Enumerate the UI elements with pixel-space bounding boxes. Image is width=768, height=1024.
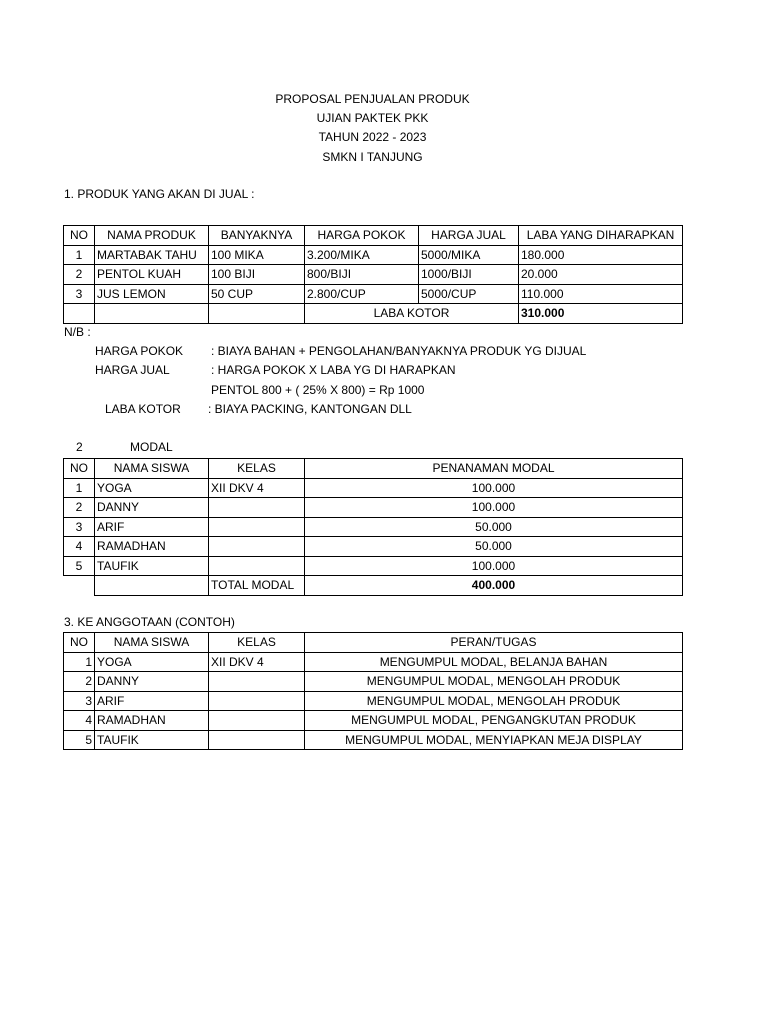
cell-kelas bbox=[209, 556, 305, 576]
col-header-nama-produk: NAMA PRODUK bbox=[95, 226, 209, 246]
col-header-no: NO bbox=[64, 633, 95, 653]
harga-jual-label: HARGA JUAL bbox=[95, 363, 170, 377]
cell-no: 1 bbox=[64, 478, 95, 498]
harga-jual-text: : HARGA POKOK X LABA YG DI HARAPKAN bbox=[211, 363, 456, 377]
cell-modal: 100.000 bbox=[305, 556, 683, 576]
cell-nama-siswa: ARIF bbox=[95, 691, 209, 711]
cell-nama-siswa: DANNY bbox=[95, 498, 209, 518]
table-header-row bbox=[64, 459, 683, 479]
cell-peran-tugas: MENGUMPUL MODAL, MENGOLAH PRODUK bbox=[305, 672, 683, 692]
cell-laba: 110.000 bbox=[519, 284, 683, 304]
harga-pokok-label: HARGA POKOK bbox=[95, 344, 184, 358]
cell-harga-jual: 5000/CUP bbox=[419, 284, 519, 304]
total-row bbox=[64, 576, 683, 596]
cell-no: 5 bbox=[64, 730, 95, 750]
table-row bbox=[64, 517, 683, 537]
cell-no: 4 bbox=[64, 537, 95, 557]
table-row bbox=[64, 556, 683, 576]
col-header-banyaknya: BANYAKNYA bbox=[209, 226, 305, 246]
cell-kelas bbox=[209, 691, 305, 711]
cell-no: 1 bbox=[64, 652, 95, 672]
cell-nama-siswa: YOGA bbox=[95, 478, 209, 498]
section1-heading: 1. PRODUK YANG AKAN DI JUAL : bbox=[64, 187, 255, 201]
laba-kotor-label: LABA KOTOR bbox=[305, 304, 519, 324]
cell-no: 4 bbox=[64, 711, 95, 731]
cell-nama-siswa: RAMADHAN bbox=[95, 711, 209, 731]
product-table bbox=[63, 225, 683, 324]
cell-no: 1 bbox=[64, 245, 95, 265]
section3-heading: 3. KE ANGGOTAAN (CONTOH) bbox=[64, 615, 235, 629]
cell-kelas bbox=[209, 730, 305, 750]
cell-peran-tugas: MENGUMPUL MODAL, MENYIAPKAN MEJA DISPLAY bbox=[305, 730, 683, 750]
col-header-no: NO bbox=[64, 226, 95, 246]
cell-no: 3 bbox=[64, 691, 95, 711]
table-row bbox=[64, 672, 683, 692]
cell-kelas bbox=[209, 672, 305, 692]
cell-banyaknya: 100 BIJI bbox=[209, 265, 305, 285]
cell-nama-produk: MARTABAK TAHU bbox=[95, 245, 209, 265]
cell-modal: 50.000 bbox=[305, 517, 683, 537]
cell-nama-siswa: RAMADHAN bbox=[95, 537, 209, 557]
cell-banyaknya: 100 MIKA bbox=[209, 245, 305, 265]
modal-table bbox=[63, 458, 683, 596]
section2-heading: MODAL bbox=[130, 440, 173, 454]
laba-kotor-note-label: LABA KOTOR bbox=[105, 402, 181, 416]
cell-banyaknya: 50 CUP bbox=[209, 284, 305, 304]
col-header-kelas: KELAS bbox=[209, 633, 305, 653]
cell-laba: 20.000 bbox=[519, 265, 683, 285]
col-header-kelas: KELAS bbox=[209, 459, 305, 479]
harga-pokok-text: : BIAYA BAHAN + PENGOLAHAN/BANYAKNYA PRODUK YG DIJUAL bbox=[211, 344, 587, 358]
col-header-harga-jual: HARGA JUAL bbox=[419, 226, 519, 246]
laba-kotor-value: 310.000 bbox=[519, 304, 683, 324]
cell-modal: 100.000 bbox=[305, 478, 683, 498]
cell-kelas bbox=[209, 537, 305, 557]
table-row bbox=[64, 691, 683, 711]
col-header-no: NO bbox=[64, 459, 95, 479]
cell-modal: 100.000 bbox=[305, 498, 683, 518]
pentol-example: PENTOL 800 + ( 25% X 800) = Rp 1000 bbox=[211, 383, 425, 397]
cell-peran-tugas: MENGUMPUL MODAL, PENGANGKUTAN PRODUK bbox=[305, 711, 683, 731]
cell-empty bbox=[64, 304, 95, 324]
cell-laba: 180.000 bbox=[519, 245, 683, 265]
cell-nama-produk: JUS LEMON bbox=[95, 284, 209, 304]
table-row bbox=[64, 245, 683, 265]
cell-harga-pokok: 2.800/CUP bbox=[305, 284, 419, 304]
table-row bbox=[64, 730, 683, 750]
cell-no: 2 bbox=[64, 672, 95, 692]
table-row bbox=[64, 478, 683, 498]
cell-empty bbox=[95, 304, 209, 324]
cell-kelas bbox=[209, 711, 305, 731]
cell-no: 2 bbox=[64, 498, 95, 518]
cell-harga-jual: 5000/MIKA bbox=[419, 245, 519, 265]
anggota-table bbox=[63, 632, 683, 750]
col-header-nama-siswa: NAMA SISWA bbox=[95, 459, 209, 479]
table-row bbox=[64, 711, 683, 731]
cell-kelas bbox=[209, 498, 305, 518]
cell-peran-tugas: MENGUMPUL MODAL, BELANJA BAHAN bbox=[305, 652, 683, 672]
cell-nama-siswa: ARIF bbox=[95, 517, 209, 537]
doc-title-line-3: TAHUN 2022 - 2023 bbox=[318, 130, 427, 144]
total-row bbox=[64, 304, 683, 324]
cell-modal: 50.000 bbox=[305, 537, 683, 557]
cell-no: 2 bbox=[64, 265, 95, 285]
cell-nama-siswa: TAUFIK bbox=[95, 556, 209, 576]
cell-empty bbox=[209, 304, 305, 324]
cell-harga-pokok: 3.200/MIKA bbox=[305, 245, 419, 265]
col-header-harga-pokok: HARGA POKOK bbox=[305, 226, 419, 246]
table-header-row bbox=[64, 226, 683, 246]
cell-nama-siswa: YOGA bbox=[95, 652, 209, 672]
section2-number: 2 bbox=[76, 440, 83, 454]
cell-no: 5 bbox=[64, 556, 95, 576]
nb-label: N/B : bbox=[64, 325, 91, 339]
table-row bbox=[64, 284, 683, 304]
cell-no: 3 bbox=[64, 284, 95, 304]
cell-kelas: XII DKV 4 bbox=[209, 652, 305, 672]
cell-harga-pokok: 800/BIJI bbox=[305, 265, 419, 285]
cell-peran-tugas: MENGUMPUL MODAL, MENGOLAH PRODUK bbox=[305, 691, 683, 711]
cell-nama-siswa: TAUFIK bbox=[95, 730, 209, 750]
table-row bbox=[64, 265, 683, 285]
col-header-peran-tugas: PERAN/TUGAS bbox=[305, 633, 683, 653]
laba-kotor-note-text: : BIAYA PACKING, KANTONGAN DLL bbox=[208, 402, 412, 416]
cell-kelas bbox=[209, 517, 305, 537]
cell-empty bbox=[64, 576, 95, 596]
table-row bbox=[64, 652, 683, 672]
cell-kelas: XII DKV 4 bbox=[209, 478, 305, 498]
cell-no: 3 bbox=[64, 517, 95, 537]
total-modal-label: TOTAL MODAL bbox=[209, 576, 305, 596]
col-header-penanaman-modal: PENANAMAN MODAL bbox=[305, 459, 683, 479]
table-header-row bbox=[64, 633, 683, 653]
doc-title-line-4: SMKN I TANJUNG bbox=[322, 150, 423, 164]
cell-harga-jual: 1000/BIJI bbox=[419, 265, 519, 285]
cell-nama-siswa: DANNY bbox=[95, 672, 209, 692]
table-row bbox=[64, 498, 683, 518]
table-row bbox=[64, 537, 683, 557]
cell-empty bbox=[95, 576, 209, 596]
doc-title-line-1: PROPOSAL PENJUALAN PRODUK bbox=[275, 92, 470, 106]
doc-title-line-2: UJIAN PAKTEK PKK bbox=[316, 111, 429, 125]
cell-nama-produk: PENTOL KUAH bbox=[95, 265, 209, 285]
col-header-laba: LABA YANG DIHARAPKAN bbox=[519, 226, 683, 246]
col-header-nama-siswa: NAMA SISWA bbox=[95, 633, 209, 653]
total-modal-value: 400.000 bbox=[305, 576, 683, 596]
